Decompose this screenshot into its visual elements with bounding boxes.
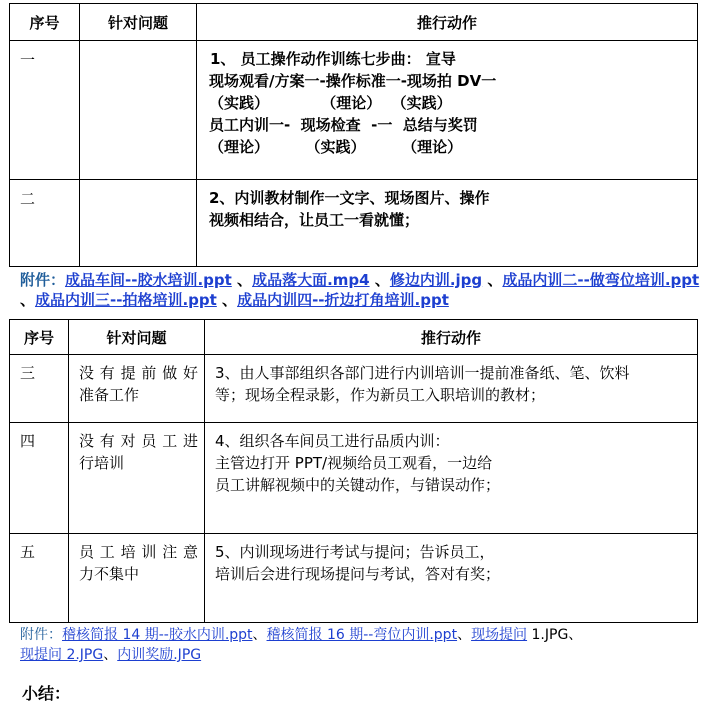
row-num: 一 bbox=[10, 41, 80, 180]
action-line: 等；现场全程录影，作为新员工入职培训的教材； bbox=[215, 386, 546, 404]
separator: 、 bbox=[374, 271, 390, 289]
action-line: 现场观看/方案一-操作标准一-现场拍 DV一 bbox=[209, 72, 497, 90]
col-header-issue: 针对问题 bbox=[80, 4, 197, 41]
attachment-label: 附件： bbox=[20, 271, 66, 289]
action-line: （实践） （理论） （实践） bbox=[209, 94, 452, 112]
attachment-link[interactable]: 内训奖励.JPG bbox=[117, 647, 202, 663]
action-line: 1、 员工操作动作训练七步曲： 宣导 bbox=[210, 50, 456, 68]
table-2-header bbox=[10, 320, 698, 355]
separator: 、 bbox=[222, 291, 238, 309]
attachment-link[interactable]: 成品落大面.mp4 bbox=[252, 271, 370, 289]
table-2 bbox=[9, 319, 698, 623]
col-header-action: 推行动作 bbox=[197, 4, 698, 41]
summary-heading: 小结： bbox=[22, 684, 71, 703]
row-num: 二 bbox=[10, 180, 80, 267]
col-header-issue: 针对问题 bbox=[69, 320, 205, 355]
row-issue bbox=[80, 41, 197, 180]
table-1 bbox=[9, 3, 698, 267]
row-issue bbox=[69, 423, 205, 534]
attachment-link[interactable]: 稽核简报 16 期--弯位内训.ppt bbox=[266, 627, 458, 643]
action-line: 视频相结合，让员工一看就懂； bbox=[209, 211, 420, 229]
attachment-link[interactable]: 现提问 2.JPG bbox=[20, 647, 104, 663]
row-num: 四 bbox=[10, 423, 69, 534]
issue-line: 行培训 bbox=[79, 454, 125, 472]
action-line: 培训后会进行现场提问与考试，答对有奖； bbox=[215, 565, 501, 583]
issue-line: 准备工作 bbox=[79, 386, 140, 404]
row-action bbox=[197, 41, 698, 180]
row-num: 五 bbox=[10, 534, 69, 623]
separator: 、 bbox=[237, 271, 253, 289]
attachment-link[interactable]: 成品内训二--做弯位培训.ppt bbox=[502, 271, 700, 289]
col-header-num: 序号 bbox=[10, 4, 80, 41]
attachment-links-1 bbox=[20, 270, 700, 310]
attachment-links-2 bbox=[20, 625, 700, 665]
row-issue bbox=[69, 534, 205, 623]
row-action bbox=[197, 180, 698, 267]
attachment-link-tail: 1.JPG、 bbox=[527, 627, 583, 643]
action-line: （理论） （实践） （理论） bbox=[209, 138, 463, 156]
table-1-header bbox=[10, 4, 698, 41]
action-line: 5、内训现场进行考试与提问；告诉员工， bbox=[215, 543, 495, 561]
action-line: 2、内训教材制作一文字、现场图片、操作 bbox=[209, 189, 490, 207]
table-row bbox=[10, 423, 698, 534]
row-action bbox=[205, 355, 698, 423]
separator: 、 bbox=[252, 627, 267, 643]
separator: 、 bbox=[103, 647, 118, 663]
issue-line: 没有对员工进 bbox=[79, 432, 198, 450]
separator: 、 bbox=[487, 271, 503, 289]
row-issue bbox=[69, 355, 205, 423]
col-header-action: 推行动作 bbox=[205, 320, 698, 355]
issue-line: 员工培训注意 bbox=[79, 543, 198, 561]
table-row bbox=[10, 180, 698, 267]
row-issue bbox=[80, 180, 197, 267]
separator: 、 bbox=[457, 627, 472, 643]
attachment-link[interactable]: 成品内训三--拍格培训.ppt bbox=[35, 291, 217, 309]
separator: 、 bbox=[20, 291, 36, 309]
action-line: 员工讲解视频中的关键动作，与错误动作； bbox=[215, 476, 501, 494]
issue-line: 没有提前做好 bbox=[79, 364, 198, 382]
attachment-link[interactable]: 成品内训四--折边打角培训.ppt bbox=[237, 291, 449, 309]
attachment-link[interactable]: 成品车间--胶水培训.ppt bbox=[65, 271, 232, 289]
action-line: 4、组织各车间员工进行品质内训： bbox=[215, 432, 450, 450]
action-line: 主管边打开 PPT/视频给员工观看，一边给 bbox=[215, 454, 493, 472]
issue-line: 力不集中 bbox=[79, 565, 140, 583]
col-header-num: 序号 bbox=[10, 320, 69, 355]
attachment-link[interactable]: 修边内训.jpg bbox=[389, 271, 483, 289]
row-action bbox=[205, 534, 698, 623]
row-action bbox=[205, 423, 698, 534]
action-line: 3、由人事部组织各部门进行内训培训一提前准备纸、笔、饮料 bbox=[215, 364, 630, 382]
table-row bbox=[10, 534, 698, 623]
attachment-link[interactable]: 现场提问 bbox=[471, 627, 528, 643]
attachment-link[interactable]: 稽核简报 14 期--胶水内训.ppt bbox=[62, 627, 253, 643]
attachment-label: 附件： bbox=[20, 627, 62, 643]
action-line: 员工内训一- 现场检查 -一 总结与奖罚 bbox=[209, 116, 478, 134]
row-num: 三 bbox=[10, 355, 69, 423]
table-row bbox=[10, 355, 698, 423]
table-row bbox=[10, 41, 698, 180]
